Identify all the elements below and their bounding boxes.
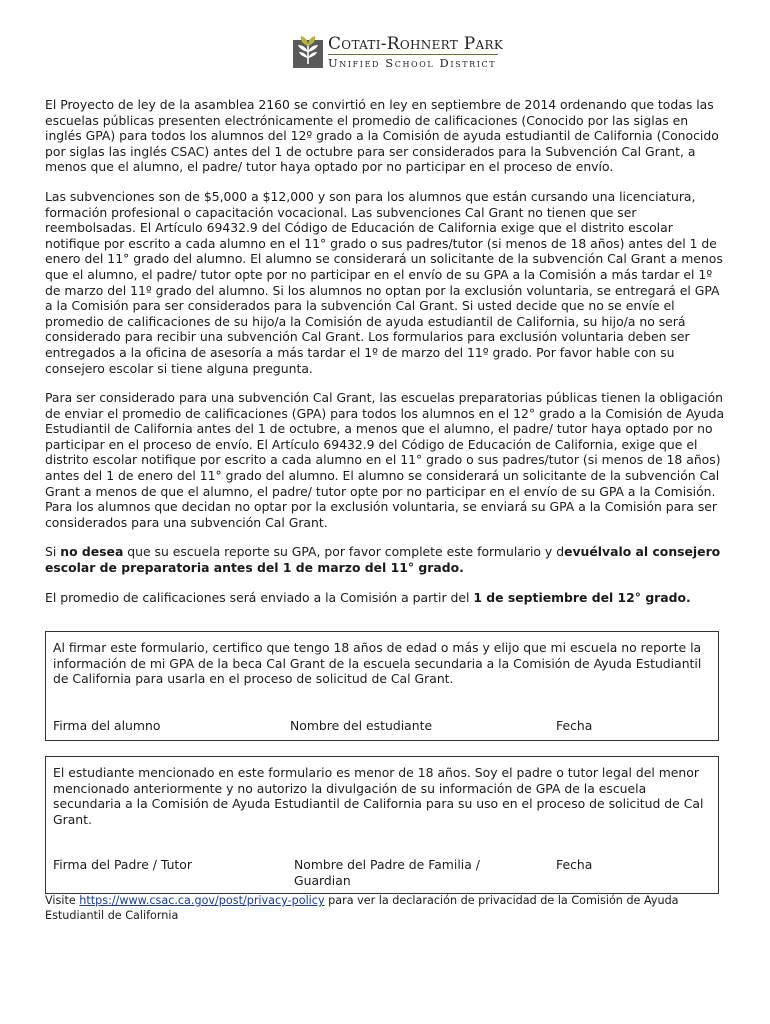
paragraph-notice: El promedio de calificaciones será enviado a la Comisión a partir del 1 de septiembre del 12° grado. — [45, 589, 691, 605]
parent-name-field[interactable]: ________________________ Nombre del Padre de Familia / Guardian — [294, 843, 480, 888]
parent-date-field[interactable]: _________ Fecha — [556, 843, 608, 872]
logo-title: Cotati-Rohnert Park — [328, 34, 504, 54]
paragraph-grants: Las subvenciones son de $5,000 a $12,000 y son para los alumnos que están cursando una licenciatura, formación profesional o capacitación vocacional. Las subvenciones Cal Grant no tienen que ser reembolsadas. El Artículo 69432.9 del Código de Educación de California exige que el distrito escolar notifique por escrito a cada alumno en el 11° grado o sus padres/tutor (si menos de 18 años) antes del 1 de enero del 11° grado del alumno. El alumno se considerará un solicitante de la subvención Cal Grant a menos que el alumno, el padre/ tutor opte por no participar en el envío de su GPA a la Comisión a más tardar el 1º de marzo del 11º grado del alumno. Si los alumnos no optan por la exclusión voluntaria, se entregará el GPA a la Comisión para ser considerados para la subvención Cal Grant. Si usted decide que no se envíe el promedio de calificaciones de su hijo/a la Comisión de ayuda estudiantil de California, su hijo/a no será considerado para recibir una subvención Cal Grant. Los formularios para exclusión voluntaria deben ser entregados a la oficina de asesoría a más tardar el 1º de marzo del 11º grado. Por favor hable con su consejero escolar si tiene alguna pregunta. — [45, 188, 723, 376]
student-date-field[interactable]: _________ Fecha — [556, 704, 608, 733]
parent-name-label: Nombre del Padre de Familia / Guardian — [294, 857, 480, 888]
paragraph-intro: El Proyecto de ley de la asamblea 2160 se convirtió en ley en septiembre de 2014 ordenando que todas las escuelas públicas presenten electrónicamente el promedio de calificaciones (Conocido por las siglas en inglés GPA) para todos los alumnos del 12º grado a la Comisión de ayuda estudiantil de California (Conocido por siglas las inglés CSAC) antes del 1 de octubre para ser considerados para la Subvención Cal Grant, a menos que el alumno, el padre/ tutor haya optado por no participar en el proceso de envío. — [45, 97, 719, 175]
logo-divider — [328, 54, 498, 55]
logo-subtitle: Unified School District — [328, 56, 497, 70]
student-name-field[interactable]: ________________________ Nombre del estudiante — [290, 704, 433, 733]
parent-consent-box — [45, 756, 719, 894]
paragraph-request: Si no desea que su escuela reporte su GPA, por favor complete este formulario y devuélvalo al consejero escolar de preparatoria antes del 1 de marzo del 11° grado. — [45, 544, 721, 576]
student-date-label: Fecha — [556, 718, 593, 733]
letter-body — [45, 97, 725, 619]
district-logo — [293, 34, 503, 70]
privacy-footer: Visite https://www.csac.ca.gov/post/privacy-policy para ver la declaración de privacidad de la Comisión de Ayuda Estudiantil de California — [45, 894, 679, 922]
student-signature-label: Firma del alumno — [53, 718, 161, 733]
parent-signature-field[interactable]: _______________________ Firma del Padre / Tutor — [53, 843, 192, 872]
paragraph-requirements: Para ser considerado para una subvención Cal Grant, las escuelas preparatorias públicas tienen la obligación de enviar el promedio de calificaciones (GPA) para todos los alumnos en el 12° grado a la Comisión de Ayuda Estudiantil de California antes del 1 de octubre, a menos que el alumno, el padre/ tutor haya optado por no participar en el proceso de envío. El Artículo 69432.9 del Código de Educación de California, exige que el distrito escolar notifique por escrito a cada alumno en el 11° grado o sus padres/tutor (si menos de 18 años) antes del 1 de enero del 11° grado del alumno. El alumno se considerará un solicitante de la subvención Cal Grant a menos de que el alumno, el padre/ tutor opte por no participar en el envío de su GPA a la Comisión. Para los alumnos que decidan no optar por la exclusión voluntaria, se enviará su GPA a la Comisión para ser considerados para una subvención Cal Grant. — [45, 390, 725, 530]
parent-consent-text: El estudiante mencionado en este formulario es menor de 18 años. Soy el padre o tutor legal del menor mencionado anteriormente y no autorizo la divulgación de su información de GPA de la escuela secundaria a la Comisión de Ayuda Estudiantil de California para su uso en el proceso de solicitud de Cal Grant. — [53, 765, 704, 827]
parent-date-label: Fecha — [556, 857, 593, 872]
privacy-policy-link[interactable]: https://www.csac.ca.gov/post/privacy-policy — [79, 894, 325, 907]
wheat-leaf-logo-icon — [293, 34, 323, 68]
student-name-label: Nombre del estudiante — [290, 718, 433, 733]
parent-signature-label: Firma del Padre / Tutor — [53, 857, 192, 872]
student-consent-text: Al firmar este formulario, certifico que tengo 18 años de edad o más y elijo que mi escuela no reporte la información de mi GPA de la beca Cal Grant de la escuela secundaria a la Comisión de Ayuda Estudiantil de California para usarla en el proceso de solicitud de Cal Grant. — [53, 640, 702, 687]
student-signature-field[interactable]: _______________________ Firma del alumno — [53, 704, 184, 733]
student-consent-box — [45, 631, 719, 741]
